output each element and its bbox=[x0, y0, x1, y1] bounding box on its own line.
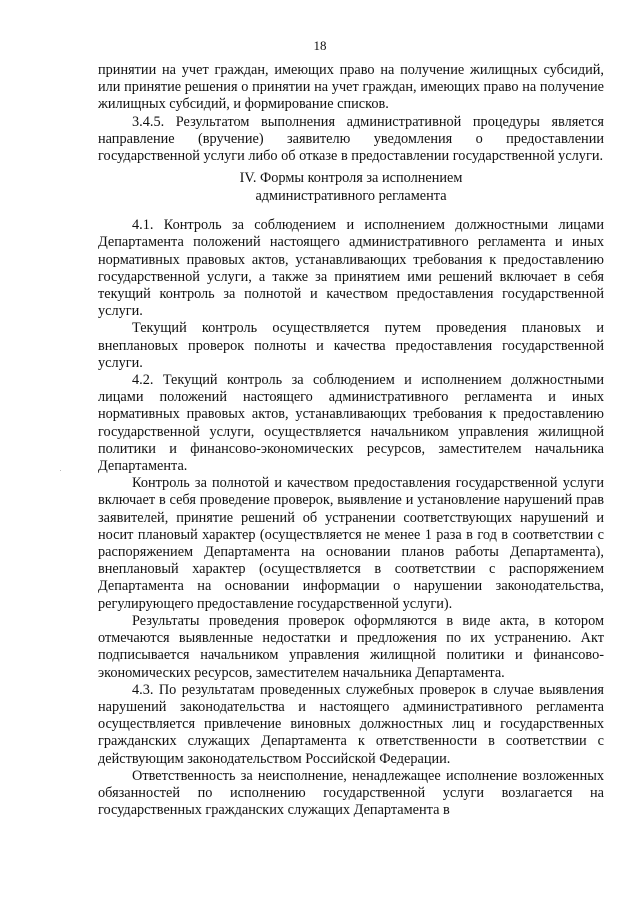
paragraph-inspection-results: Результаты проведения проверок оформляются в виде акта, в котором отмечаются выявленные недостатки и предложения по их устранению. Акт подписывается начальником управления жилищной политики и финансово-экономических ресурсов, заместителем начальника Департамента. bbox=[98, 612, 604, 681]
section-heading bbox=[98, 170, 604, 205]
section-heading-line1: IV. Формы контроля за исполнением bbox=[239, 170, 463, 187]
paragraph-responsibility: Ответственность за неисполнение, ненадлежащее исполнение возложенных обязанностей по исполнению государственной услуги возлагается на государственных гражданских служащих Департамента в bbox=[98, 767, 604, 819]
section-heading-line2: административного регламента bbox=[255, 187, 447, 204]
document-body bbox=[98, 62, 604, 819]
paragraph-quality-control: Контроль за полнотой и качеством предоставления государственной услуги включает в себя проведение проверок, выявление и установление нарушений прав заявителей, принятие решений об устранении соответствующих нарушений и носит плановый характер (осуществляется не менее 1 раза в год в соответствии с распоряжением Департамента на основании планов работы Департамента), внеплановый характер (осуществляется в соответствии с распоряжением Департамента на основании информации о нарушении законодательства, регулирующего предоставление государственной услуги). bbox=[98, 475, 604, 612]
paragraph-continuation: принятии на учет граждан, имеющих право на получение жилищных субсидий, или принятие решения о принятии на учет граждан, имеющих право на получение жилищных субсидий, и формирование списков. bbox=[98, 62, 604, 113]
paragraph-3-4-5: 3.4.5. Результатом выполнения административной процедуры является направление (вручение) заявителю уведомления о предоставлении государственной услуги либо об отказе в предоставлении государственной услуги. bbox=[98, 113, 604, 165]
margin-mark bbox=[60, 470, 61, 471]
paragraph-4-2: 4.2. Текущий контроль за соблюдением и исполнением должностными лицами положений настоящего административного регламента и иных нормативных правовых актов, устанавливающих требования к предоставлению государственной услуги, осуществляется начальником управления жилищной политики и финансово-экономических ресурсов, заместителем начальника Департамента. bbox=[98, 372, 604, 475]
paragraph-4-1: 4.1. Контроль за соблюдением и исполнением должностными лицами Департамента положений настоящего административного регламента и иных нормативных правовых актов, устанавливающих требования к предоставлению государственной услуги, а также за принятием ими решений включает в себя текущий контроль за полнотой и качеством предоставления государственной услуги. bbox=[98, 217, 604, 320]
page-number: 18 bbox=[313, 38, 327, 53]
paragraph-current-control: Текущий контроль осуществляется путем проведения плановых и внеплановых проверок полноты и качества предоставления государственной услуги. bbox=[98, 320, 604, 371]
paragraph-4-3: 4.3. По результатам проведенных служебных проверок в случае выявления нарушений законодательства и настоящего административного регламента осуществляется привлечение виновных должностных лиц и государственных гражданских служащих Департамента к ответственности в соответствии с действующим законодательством Российской Федерации. bbox=[98, 681, 604, 767]
